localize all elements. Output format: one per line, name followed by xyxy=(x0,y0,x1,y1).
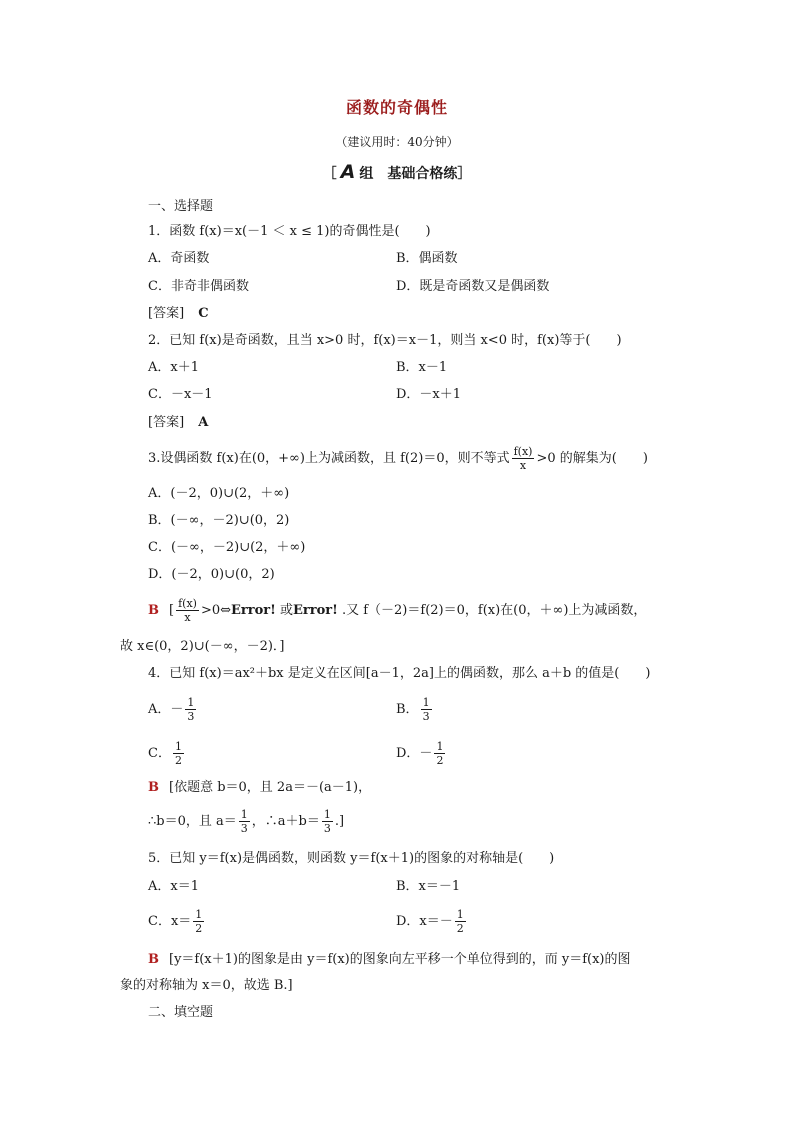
expl-text: .又 f（－2)＝f(2)＝0，f(x)在(0，＋∞)上为减函数， xyxy=(337,603,647,618)
group-heading xyxy=(0,161,794,183)
q1-stem: 1．函数 f(x)＝x(－1 ＜ x ≤ 1)的奇偶性是( ) xyxy=(148,224,431,239)
option-label: B． xyxy=(396,702,419,717)
answer-tag: [答案] xyxy=(148,415,185,430)
q2-option-c: C．－x－1 xyxy=(148,387,213,402)
q5-option-a: A．x＝1 xyxy=(148,879,199,894)
section-fill-blank: 二、填空题 xyxy=(148,1005,214,1020)
expl-text: 或 xyxy=(275,603,293,618)
q4-stem: 4．已知 f(x)＝ax²＋bx 是定义在区间[a－1，2a]上的偶函数，那么 a＋b 的值是( ) xyxy=(148,666,651,681)
q1-answer xyxy=(148,306,209,322)
q3-stem-pre: 3.设偶函数 f(x)在(0，+∞)上为减函数，且 f(2)＝0，则不等式 xyxy=(148,451,510,466)
fraction xyxy=(434,740,445,767)
fraction-numerator: 1 xyxy=(174,740,182,753)
answer-value: C xyxy=(198,306,209,321)
fraction-numerator: f(x) xyxy=(513,445,533,458)
q3-fraction xyxy=(512,445,535,472)
answer-value: B xyxy=(148,952,159,967)
q5-option-b: B．x＝－1 xyxy=(396,879,461,894)
q5-explanation-line1 xyxy=(148,952,631,968)
fraction-numerator: 1 xyxy=(323,808,331,821)
fraction xyxy=(322,808,333,835)
q2-option-b: B．x－1 xyxy=(396,360,448,375)
option-label: D．－ xyxy=(396,746,433,761)
option-label: C．x＝ xyxy=(148,914,192,929)
fraction-numerator: 1 xyxy=(436,740,444,753)
fraction xyxy=(193,908,204,935)
bracket: [ xyxy=(169,603,175,618)
q3-expl-fraction xyxy=(176,597,199,624)
q3-option-b: B．(－∞，－2)∪(0，2) xyxy=(148,513,290,528)
group-label: 组 基础合格练 xyxy=(359,166,458,182)
q2-option-a: A．x＋1 xyxy=(148,360,199,375)
fraction-denominator: 3 xyxy=(240,822,248,835)
fraction-numerator: f(x) xyxy=(178,597,197,610)
q3-stem xyxy=(148,444,648,474)
answer-tag: [答案] xyxy=(148,306,185,321)
group-bracket-close: ］ xyxy=(457,166,472,182)
fraction xyxy=(455,908,466,935)
section-choice: 一、选择题 xyxy=(148,199,214,214)
q2-stem: 2．已知 f(x)是奇函数，且当 x>0 时，f(x)＝x－1，则当 x<0 时，f(x)等于( ) xyxy=(148,333,622,348)
fraction-denominator: 2 xyxy=(174,754,182,767)
q5-explanation-line2: 象的对称轴为 x＝0，故选 B.] xyxy=(120,978,293,993)
expl-text: ∴b＝0，且 a＝ xyxy=(148,814,237,829)
error-marker: Error! xyxy=(292,603,338,618)
option-label: D．x＝－ xyxy=(396,914,453,929)
fraction-denominator: 3 xyxy=(323,822,331,835)
error-marker: Error! xyxy=(231,603,276,618)
fraction xyxy=(239,808,250,835)
q3-explanation xyxy=(148,596,646,626)
q4-option-c xyxy=(148,738,186,770)
answer-value: B xyxy=(148,780,159,795)
q5-option-d xyxy=(396,906,468,938)
expl-text: .] xyxy=(334,814,345,829)
option-label: A．－ xyxy=(148,702,184,717)
q1-option-d: D．既是奇函数又是偶函数 xyxy=(396,279,550,294)
q3-option-d: D．(－2，0)∪(0，2) xyxy=(148,567,275,582)
q1-option-c: C．非奇非偶函数 xyxy=(148,279,249,294)
q4-explanation-line1 xyxy=(148,780,371,796)
expl-text: [y＝f(x＋1)的图象是由 y＝f(x)的图象向左平移一个单位得到的，而 y＝f(x)的图 xyxy=(169,952,631,967)
expl-text: >0⇔ xyxy=(200,603,231,618)
q4-explanation-line2 xyxy=(148,806,344,838)
group-letter: A xyxy=(340,161,356,183)
q4-option-d xyxy=(396,738,447,770)
answer-value: B xyxy=(148,603,159,618)
q1-option-a: A．奇函数 xyxy=(148,251,210,266)
q4-option-a xyxy=(148,694,198,726)
answer-value: A xyxy=(198,415,209,430)
fraction xyxy=(173,740,184,767)
fraction-denominator: x xyxy=(184,611,191,624)
fraction-denominator: 2 xyxy=(456,922,464,935)
q1-option-b: B．偶函数 xyxy=(396,251,458,266)
fraction-denominator: x xyxy=(519,459,527,472)
page-title: 函数的奇偶性 xyxy=(345,98,448,117)
fraction-denominator: 3 xyxy=(187,710,195,723)
fraction-numerator: 1 xyxy=(422,696,430,709)
fraction-denominator: 2 xyxy=(195,922,203,935)
fraction-numerator: 1 xyxy=(456,908,464,921)
q3-option-c: C．(－∞，－2)∪(2，＋∞) xyxy=(148,540,306,555)
q3-explanation-line2: 故 x∈(0，2)∪(－∞，－2)．] xyxy=(120,639,285,654)
fraction-denominator: 3 xyxy=(422,710,430,723)
q2-answer xyxy=(148,415,208,431)
q4-option-b xyxy=(396,694,434,726)
q3-stem-post: >0 的解集为( ) xyxy=(536,451,648,466)
suggested-time: （建议用时：40分钟） xyxy=(335,135,459,149)
fraction-numerator: 1 xyxy=(187,696,195,709)
q3-option-a: A．(－2，0)∪(2，＋∞) xyxy=(148,486,290,501)
fraction-numerator: 1 xyxy=(195,908,203,921)
expl-text: [依题意 b＝0，且 2a＝－(a－1)， xyxy=(169,780,372,795)
q5-option-c xyxy=(148,906,206,938)
fraction xyxy=(185,696,196,723)
q2-option-d: D．－x＋1 xyxy=(396,387,462,402)
expl-text: ，∴a＋b＝ xyxy=(251,814,320,829)
fraction xyxy=(421,696,432,723)
group-bracket-open: ［ xyxy=(322,166,337,182)
fraction-numerator: 1 xyxy=(240,808,248,821)
option-label: C． xyxy=(148,746,171,761)
q5-stem: 5．已知 y＝f(x)是偶函数，则函数 y＝f(x＋1)的图象的对称轴是( ) xyxy=(148,851,555,866)
fraction-denominator: 2 xyxy=(436,754,444,767)
